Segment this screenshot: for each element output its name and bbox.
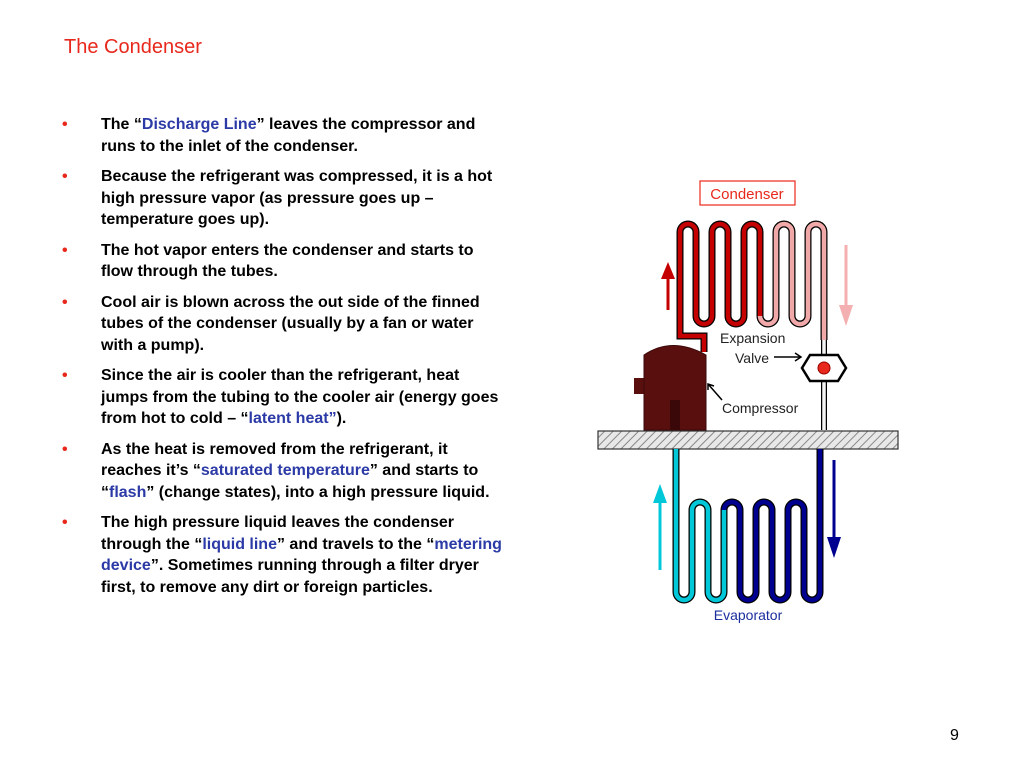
bullet-text-run: ”. Sometimes running through a filter dryer first, to remove any dirt or foreign particles.: [101, 557, 479, 596]
highlighted-term: liquid line: [202, 535, 277, 553]
highlighted-term: metering device: [101, 535, 502, 574]
bullet-item: [62, 512, 502, 598]
expansion-valve-label-line1: Expansion: [720, 330, 786, 346]
bullet-text-run: ” (change states), into a high pressure liquid.: [146, 483, 490, 501]
bullet-text-run: ” and travels to the “: [276, 535, 435, 553]
bullet-text: [101, 441, 490, 501]
bullet-text-run: Because the refrigerant was compressed, it is a hot high pressure vapor (as pressure goes up – temperature goes up).: [101, 168, 493, 228]
highlighted-term: saturated temperature: [200, 462, 370, 479]
bullet-icon: •: [62, 293, 68, 311]
bullet-text: [101, 168, 492, 228]
bullet-item: [62, 439, 502, 504]
bullet-list: [62, 114, 502, 607]
condenser-coil-hot: [680, 224, 760, 330]
bullet-item: [62, 166, 502, 231]
compressor-base: [634, 378, 644, 394]
highlighted-term: flash: [109, 483, 147, 501]
condenser-label: Condenser: [710, 186, 784, 203]
highlighted-term: Discharge Line: [141, 116, 257, 133]
bullet-icon: •: [62, 367, 68, 384]
bullet-icon: •: [62, 241, 68, 259]
condenser-coil-hot-fill: [680, 224, 760, 330]
expansion-valve-pointer: [774, 353, 801, 361]
bullet-text-run: ” leaves the compressor and runs to the inlet of the condenser.: [101, 116, 476, 155]
highlighted-term: latent heat”: [248, 410, 337, 427]
bullet-text-run: Cool air is blown across the out side of the finned tubes of the condenser (usually by a fan or water with a pump).: [101, 293, 480, 354]
compressor-pointer: [708, 384, 722, 400]
bullet-text: [101, 367, 498, 427]
bullet-icon: •: [62, 514, 68, 531]
bullet-item: [62, 114, 502, 157]
bullet-text-run: As the heat is removed from the refrigerant, it reaches it’s “: [101, 440, 448, 479]
bullet-text-run: ).: [336, 410, 347, 427]
bullet-item: [62, 240, 502, 283]
bullet-text-run: The “: [101, 116, 142, 133]
bullet-item: [62, 365, 502, 430]
bullet-item: [62, 292, 502, 357]
bullet-text: [101, 116, 475, 155]
compressor-label: Compressor: [722, 400, 799, 416]
refrigeration-cycle-diagram: [590, 178, 910, 628]
evaporator-coil-cold: [676, 449, 724, 600]
bullet-icon: •: [62, 440, 68, 458]
slide-title: The Condenser: [64, 36, 202, 58]
bullet-text-run: ” and starts to “: [101, 462, 479, 501]
expansion-valve-label-line2: Valve: [735, 350, 769, 366]
bullet-icon: •: [62, 116, 68, 133]
bullet-text-run: The high pressure liquid leaves the condenser through the “: [101, 514, 454, 553]
bullet-text: [101, 514, 502, 596]
bullet-text-run: Since the air is cooler than the refrigerant, heat jumps from the tubing to the cooler air (energy goes from hot to cold – “: [101, 367, 499, 427]
divider-plate: [598, 431, 898, 449]
bullet-text: [101, 294, 480, 354]
bullet-text-run: The hot vapor enters the condenser and starts to flow through the tubes.: [101, 241, 474, 280]
evaporator-label: Evaporator: [713, 607, 783, 623]
bullet-icon: •: [62, 168, 68, 185]
bullet-text: [101, 242, 474, 281]
page-number: 9: [950, 727, 959, 744]
